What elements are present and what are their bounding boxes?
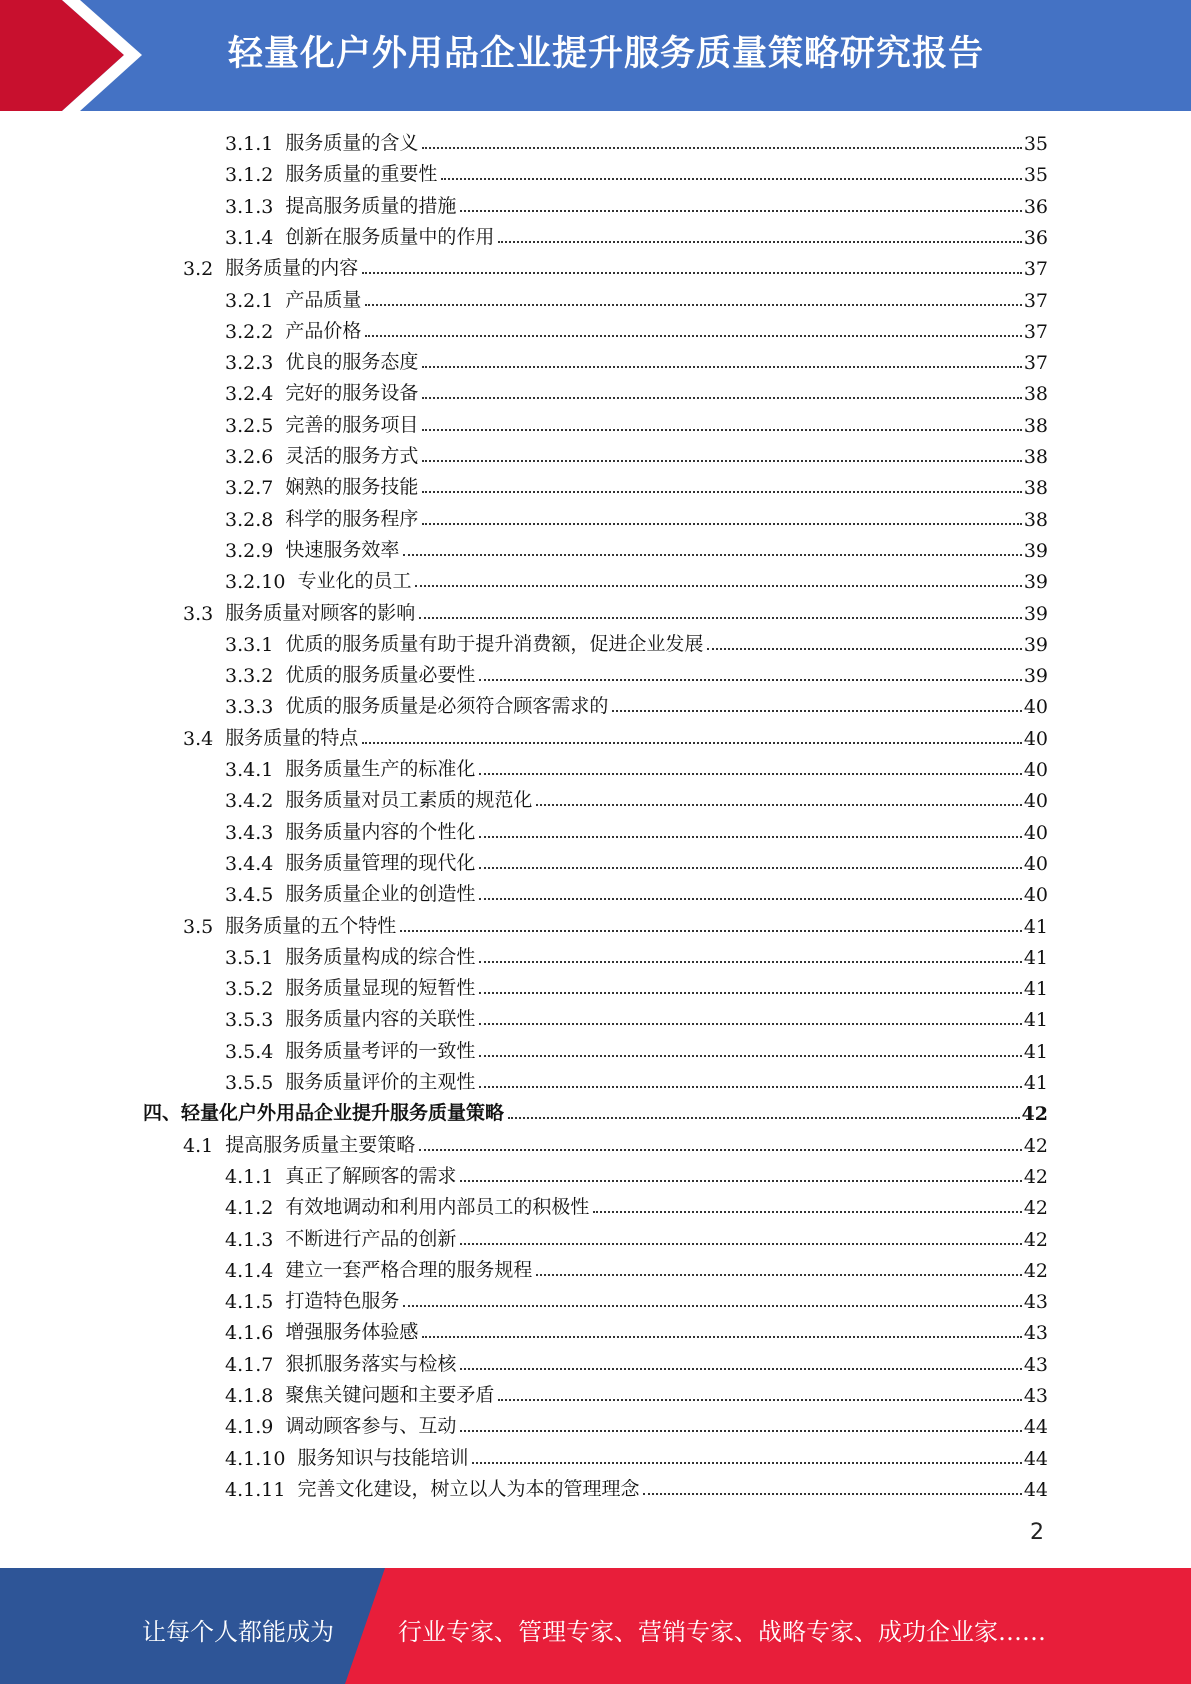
toc-number: 3.3.3 <box>225 696 274 718</box>
page-header <box>0 0 1191 111</box>
toc-number: 3.5 <box>183 916 214 938</box>
toc-leader-dots <box>707 648 1021 650</box>
toc-number: 3.2.3 <box>225 352 274 374</box>
page-footer <box>0 1568 1191 1684</box>
toc-leader-dots <box>403 1305 1021 1307</box>
toc-number: 4.1 <box>183 1135 214 1157</box>
toc-number: 3.3 <box>183 603 214 625</box>
toc-leader-dots <box>479 1055 1021 1057</box>
toc-entry[interactable] <box>225 469 1048 499</box>
toc-entry[interactable] <box>225 1252 1048 1282</box>
toc-label: 服务质量显现的短暂性 <box>285 977 476 999</box>
toc-label: 产品价格 <box>285 320 362 342</box>
toc-number: 3.4.2 <box>225 790 274 812</box>
toc-page: 41 <box>1023 947 1048 969</box>
toc-page: 37 <box>1023 258 1048 280</box>
toc-leader-dots <box>472 1462 1021 1464</box>
toc-leader-dots <box>536 804 1021 806</box>
toc-leader-dots <box>498 1399 1021 1401</box>
toc-leader-dots <box>460 1430 1021 1432</box>
toc-number: 4.1.9 <box>225 1416 274 1438</box>
toc-entry[interactable] <box>225 156 1048 186</box>
toc-number: 3.4 <box>183 728 214 750</box>
toc-leader-dots <box>460 1368 1021 1370</box>
toc-page: 42 <box>1023 1166 1048 1188</box>
toc-label: 打造特色服务 <box>285 1290 400 1312</box>
toc-leader-dots <box>612 710 1021 712</box>
toc-page: 43 <box>1023 1291 1048 1313</box>
toc-entry[interactable] <box>225 1314 1048 1344</box>
toc-entry[interactable] <box>183 250 1048 280</box>
toc-page: 39 <box>1023 665 1048 687</box>
toc-number: 3.4.1 <box>225 759 274 781</box>
toc-page: 42 <box>1023 1197 1048 1219</box>
toc-entry[interactable] <box>225 438 1048 468</box>
toc-number: 4.1.3 <box>225 1229 274 1251</box>
toc-number: 3.1.1 <box>225 133 274 155</box>
toc-page: 36 <box>1023 227 1048 249</box>
toc-number: 4.1.10 <box>225 1448 286 1470</box>
toc-leader-dots <box>479 1086 1021 1088</box>
toc-leader-dots <box>422 491 1021 493</box>
toc-number: 3.1.2 <box>225 164 274 186</box>
toc-label: 优质的服务质量是必须符合顾客需求的 <box>285 695 609 717</box>
toc-entry[interactable] <box>225 688 1048 718</box>
toc-number: 3.3.2 <box>225 665 274 687</box>
toc-number: 3.2 <box>183 258 214 280</box>
toc-entry[interactable] <box>183 908 1048 938</box>
toc-page: 38 <box>1023 383 1048 405</box>
toc-leader-dots <box>365 335 1021 337</box>
toc-leader-dots <box>362 742 1022 744</box>
toc-leader-dots <box>479 836 1021 838</box>
toc-leader-dots <box>536 1274 1021 1276</box>
toc-entry[interactable] <box>225 1377 1048 1407</box>
toc-label: 服务质量的内容 <box>225 257 359 279</box>
toc-page: 37 <box>1023 352 1048 374</box>
toc-entry[interactable] <box>225 1001 1048 1031</box>
toc-page: 37 <box>1023 290 1048 312</box>
toc-label: 服务质量内容的个性化 <box>285 821 476 843</box>
toc-label: 服务知识与技能培训 <box>297 1447 469 1469</box>
toc-entry[interactable] <box>225 970 1048 1000</box>
toc-entry[interactable] <box>225 344 1048 374</box>
toc-page: 38 <box>1023 446 1048 468</box>
toc-page: 35 <box>1023 164 1048 186</box>
toc-entry[interactable] <box>225 563 1048 593</box>
toc-entry[interactable] <box>225 1408 1048 1438</box>
toc-entry[interactable] <box>183 1127 1048 1157</box>
toc-entry[interactable] <box>225 282 1048 312</box>
toc-label: 娴熟的服务技能 <box>285 476 419 498</box>
toc-label: 优质的服务质量有助于提升消费额，促进企业发展 <box>285 633 704 655</box>
toc-label: 优良的服务态度 <box>285 351 419 373</box>
toc-leader-dots <box>479 1023 1021 1025</box>
toc-entry[interactable] <box>225 501 1048 531</box>
toc-number: 3.5.4 <box>225 1041 274 1063</box>
toc-leader-dots <box>400 930 1022 932</box>
toc-entry[interactable] <box>225 1064 1048 1094</box>
report-title: 轻量化户外用品企业提升服务质量策略研究报告 <box>228 34 985 74</box>
toc-number: 3.2.1 <box>225 290 274 312</box>
toc-page: 44 <box>1023 1479 1048 1501</box>
toc-leader-dots <box>415 585 1021 587</box>
toc-number: 四、 <box>143 1102 182 1124</box>
toc-number: 3.2.6 <box>225 446 274 468</box>
toc-label: 轻量化户外用品企业提升服务质量策略 <box>181 1102 505 1124</box>
toc-leader-dots <box>479 679 1021 681</box>
toc-label: 快速服务效率 <box>285 539 400 561</box>
toc-number: 3.2.5 <box>225 415 274 437</box>
page-number: 2 <box>1030 1520 1044 1545</box>
toc-entry[interactable] <box>225 1346 1048 1376</box>
toc-page: 44 <box>1023 1416 1048 1438</box>
toc-label: 专业化的员工 <box>297 570 412 592</box>
toc-leader-dots <box>422 366 1021 368</box>
toc-page: 35 <box>1023 133 1048 155</box>
toc-number: 4.1.1 <box>225 1166 274 1188</box>
toc-entry[interactable] <box>225 845 1048 875</box>
toc-number: 3.2.7 <box>225 477 274 499</box>
toc-label: 服务质量考评的一致性 <box>285 1040 476 1062</box>
toc-page: 42 <box>1023 1135 1048 1157</box>
toc-label: 服务质量内容的关联性 <box>285 1008 476 1030</box>
toc-label: 服务质量的五个特性 <box>225 915 397 937</box>
toc-label: 服务质量构成的综合性 <box>285 946 476 968</box>
toc-label: 完善的服务项目 <box>285 414 419 436</box>
toc-label: 服务质量的重要性 <box>285 163 438 185</box>
toc-entry[interactable] <box>225 657 1048 687</box>
toc-page: 40 <box>1023 853 1048 875</box>
toc-page: 42 <box>1023 1260 1048 1282</box>
toc-leader-dots <box>422 397 1021 399</box>
toc-number: 3.4.4 <box>225 853 274 875</box>
toc-page: 42 <box>1023 1229 1048 1251</box>
toc-number: 3.1.4 <box>225 227 274 249</box>
toc-number: 4.1.6 <box>225 1322 274 1344</box>
toc-leader-dots <box>460 1180 1021 1182</box>
toc-label: 真正了解顾客的需求 <box>285 1165 457 1187</box>
footer-slogan-right: 行业专家、管理专家、营销专家、战略专家、成功企业家…… <box>398 1618 1046 1646</box>
toc-leader-dots <box>422 147 1021 149</box>
toc-label: 聚焦关键问题和主要矛盾 <box>285 1384 495 1406</box>
toc-entry[interactable] <box>225 125 1048 155</box>
toc-label: 增强服务体验感 <box>285 1321 419 1343</box>
toc-entry[interactable] <box>183 595 1048 625</box>
toc-entry[interactable] <box>225 219 1048 249</box>
toc-label: 服务质量对员工素质的规范化 <box>285 789 533 811</box>
toc-number: 3.5.2 <box>225 978 274 1000</box>
toc-page: 40 <box>1023 696 1048 718</box>
toc-number: 4.1.11 <box>225 1479 286 1501</box>
toc-page: 39 <box>1023 634 1048 656</box>
toc-label: 完善文化建设，树立以人为本的管理理念 <box>297 1478 640 1500</box>
toc-number: 3.4.3 <box>225 822 274 844</box>
toc-leader-dots <box>422 460 1021 462</box>
toc-label: 优质的服务质量必要性 <box>285 664 476 686</box>
toc-number: 4.1.8 <box>225 1385 274 1407</box>
toc-page: 41 <box>1023 916 1048 938</box>
toc-entry[interactable] <box>225 1471 1048 1501</box>
toc-entry[interactable] <box>225 1221 1048 1251</box>
toc-leader-dots <box>479 898 1021 900</box>
toc-number: 3.2.4 <box>225 383 274 405</box>
toc-page: 42 <box>1021 1103 1048 1125</box>
toc-label: 服务质量对顾客的影响 <box>225 602 416 624</box>
toc-page: 39 <box>1023 603 1048 625</box>
toc-label: 科学的服务程序 <box>285 508 419 530</box>
toc-page: 41 <box>1023 978 1048 1000</box>
toc-leader-dots <box>419 1149 1022 1151</box>
toc-leader-dots <box>479 773 1021 775</box>
toc-leader-dots <box>403 554 1021 556</box>
red-chevron-icon <box>0 0 160 111</box>
toc-page: 41 <box>1023 1072 1048 1094</box>
toc-page: 40 <box>1023 822 1048 844</box>
toc-entry[interactable] <box>225 939 1048 969</box>
toc-leader-dots <box>365 304 1021 306</box>
toc-label: 服务质量的特点 <box>225 727 359 749</box>
toc-number: 3.2.2 <box>225 321 274 343</box>
toc-page: 39 <box>1023 540 1048 562</box>
toc-page: 43 <box>1023 1385 1048 1407</box>
toc-leader-dots <box>419 617 1022 619</box>
toc-number: 3.3.1 <box>225 634 274 656</box>
toc-leader-dots <box>422 429 1021 431</box>
toc-number: 3.4.5 <box>225 884 274 906</box>
toc-leader-dots <box>479 992 1021 994</box>
toc-leader-dots <box>643 1493 1021 1495</box>
toc-number: 3.1.3 <box>225 196 274 218</box>
toc-number: 3.2.9 <box>225 540 274 562</box>
toc-label: 服务质量企业的创造性 <box>285 883 476 905</box>
toc-entry[interactable] <box>225 1283 1048 1313</box>
toc-page: 38 <box>1023 415 1048 437</box>
toc-leader-dots <box>479 867 1021 869</box>
toc-page: 43 <box>1023 1322 1048 1344</box>
toc-page: 38 <box>1023 477 1048 499</box>
toc-label: 灵活的服务方式 <box>285 445 419 467</box>
toc-entry[interactable] <box>225 1440 1048 1470</box>
toc-leader-dots <box>460 1243 1021 1245</box>
toc-label: 提高服务质量主要策略 <box>225 1134 416 1156</box>
toc-entry[interactable] <box>225 1158 1048 1188</box>
toc-label: 服务质量生产的标准化 <box>285 758 476 780</box>
toc-leader-dots <box>479 961 1021 963</box>
toc-label: 不断进行产品的创新 <box>285 1228 457 1250</box>
toc-label: 服务质量评价的主观性 <box>285 1071 476 1093</box>
toc-entry[interactable] <box>225 313 1048 343</box>
toc-page: 37 <box>1023 321 1048 343</box>
toc-label: 建立一套严格合理的服务规程 <box>285 1259 533 1281</box>
toc-leader-dots <box>422 1336 1021 1338</box>
toc-number: 3.5.1 <box>225 947 274 969</box>
toc-number: 4.1.4 <box>225 1260 274 1282</box>
toc-page: 40 <box>1023 759 1048 781</box>
toc-page: 43 <box>1023 1354 1048 1376</box>
toc-page: 40 <box>1023 728 1048 750</box>
toc-page: 40 <box>1023 790 1048 812</box>
toc-entry[interactable] <box>225 782 1048 812</box>
toc-entry[interactable] <box>225 375 1048 405</box>
toc-page: 40 <box>1023 884 1048 906</box>
toc-number: 3.2.8 <box>225 509 274 531</box>
toc-entry[interactable] <box>225 1189 1048 1219</box>
toc-page: 41 <box>1023 1041 1048 1063</box>
toc-label: 狠抓服务落实与检核 <box>285 1353 457 1375</box>
toc-entry[interactable] <box>225 626 1048 656</box>
toc-label: 服务质量的含义 <box>285 132 419 154</box>
toc-label: 服务质量管理的现代化 <box>285 852 476 874</box>
toc-entry[interactable] <box>225 1033 1048 1063</box>
toc-label: 产品质量 <box>285 289 362 311</box>
toc-leader-dots <box>362 272 1022 274</box>
toc-label: 创新在服务质量中的作用 <box>285 226 495 248</box>
toc-leader-dots <box>460 210 1021 212</box>
toc-label: 提高服务质量的措施 <box>285 195 457 217</box>
toc-entry[interactable] <box>225 814 1048 844</box>
toc-label: 调动顾客参与、互动 <box>285 1415 457 1437</box>
toc-page: 39 <box>1023 571 1048 593</box>
toc-label: 完好的服务设备 <box>285 382 419 404</box>
toc-number: 3.5.5 <box>225 1072 274 1094</box>
toc-page: 36 <box>1023 196 1048 218</box>
toc-entry[interactable] <box>225 751 1048 781</box>
toc-entry[interactable] <box>183 720 1048 750</box>
toc-entry[interactable] <box>225 188 1048 218</box>
toc-entry[interactable] <box>225 876 1048 906</box>
toc-number: 3.5.3 <box>225 1009 274 1031</box>
toc-entry[interactable] <box>225 532 1048 562</box>
toc-leader-dots <box>498 241 1021 243</box>
footer-slogan-left: 让每个人都能成为 <box>142 1618 334 1646</box>
toc-page: 41 <box>1023 1009 1048 1031</box>
toc-number: 4.1.5 <box>225 1291 274 1313</box>
toc-number: 4.1.7 <box>225 1354 274 1376</box>
toc-page: 38 <box>1023 509 1048 531</box>
toc-leader-dots <box>441 178 1021 180</box>
toc-leader-dots <box>508 1117 1020 1119</box>
toc-entry[interactable] <box>143 1095 1048 1125</box>
toc-number: 3.2.10 <box>225 571 286 593</box>
toc-entry[interactable] <box>225 407 1048 437</box>
toc-leader-dots <box>422 523 1021 525</box>
toc-leader-dots <box>593 1211 1021 1213</box>
toc-number: 4.1.2 <box>225 1197 274 1219</box>
toc-page: 44 <box>1023 1448 1048 1470</box>
toc-label: 有效地调动和利用内部员工的积极性 <box>285 1196 590 1218</box>
